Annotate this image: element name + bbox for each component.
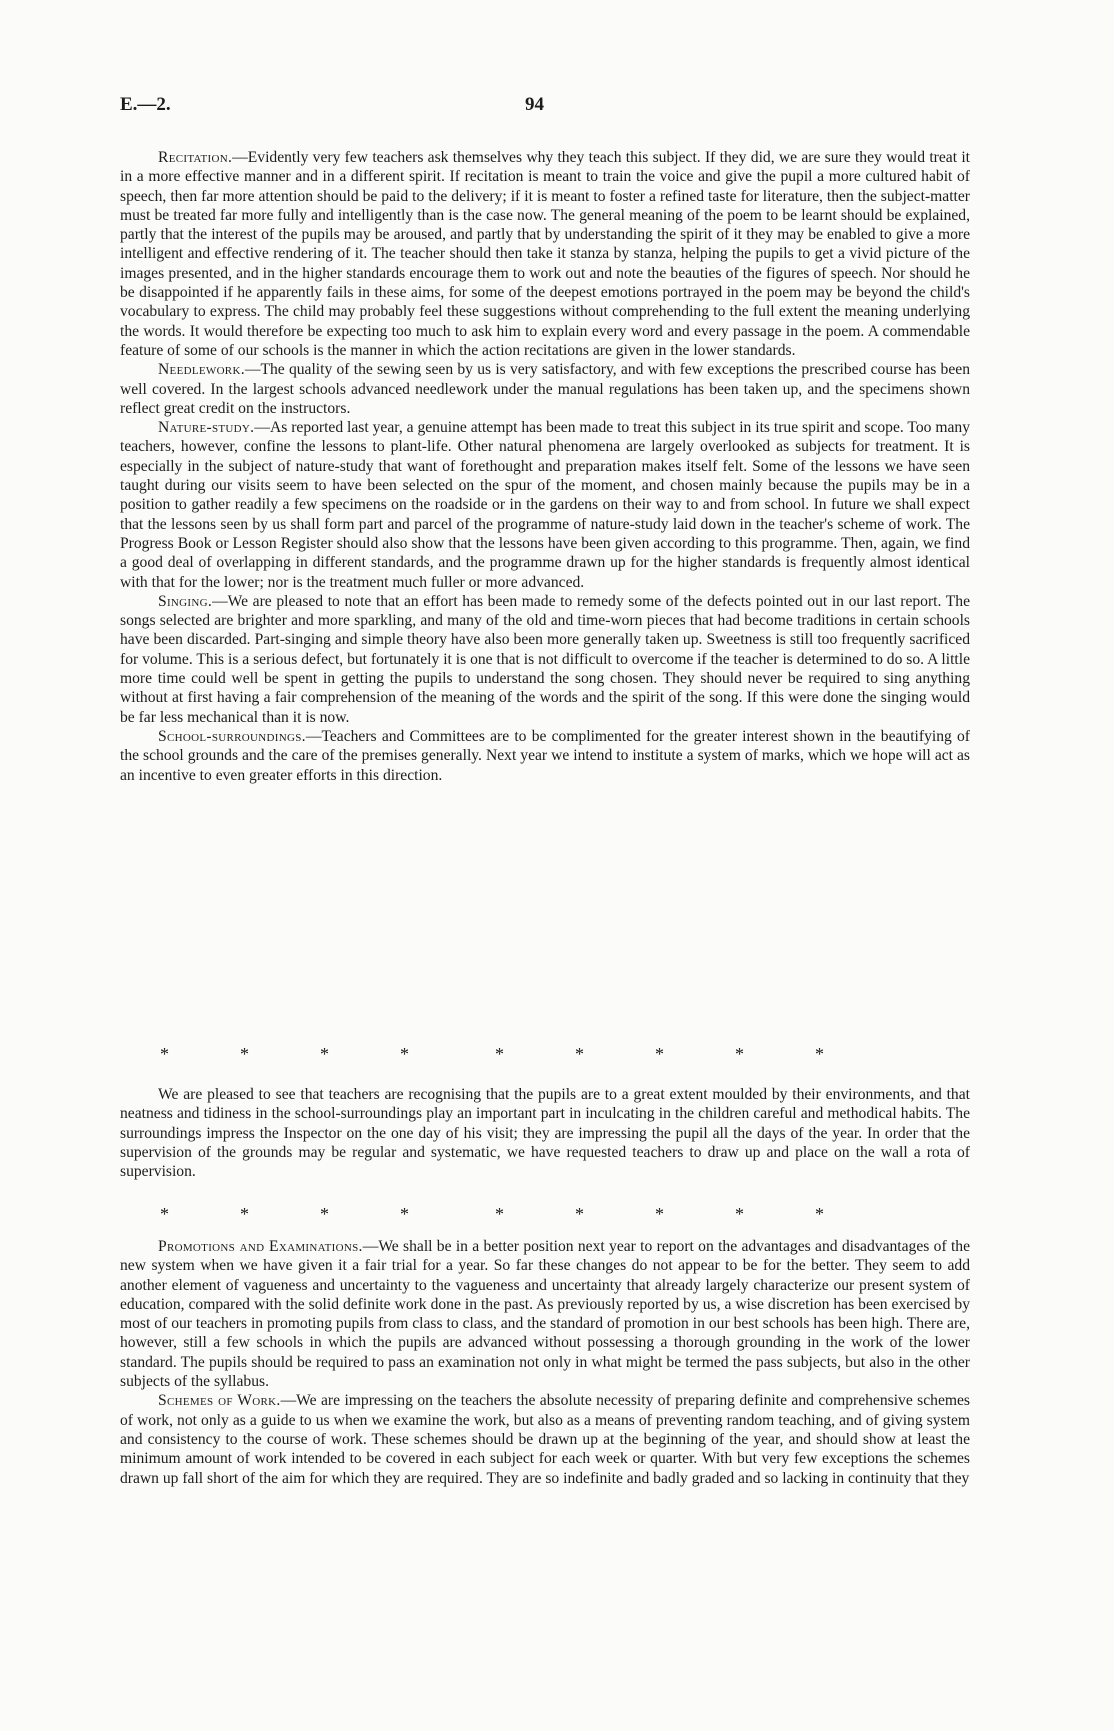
- asterisk: *: [240, 1204, 249, 1224]
- section-text: —We shall be in a better position next year to report on the advantages and disadvantages of the new system when we have given it a fair trial for a year. So far these changes do not appear to be for the better. They seem to add another element of vagueness and uncertainty to the vagueness and uncertainty that already largely characterize our present system of education, compared with the solid definite work done in the past. As previously reported by us, a wise discretion has been exercised by most of our teachers in promoting pupils from class to class, and the standard of promotion in our best schools has been high. There are, however, still a few schools in which the pupils are advanced without possessing a thorough grounding in the work of the lower standard. The pupils should be required to pass an examination not only in what might be termed the pass subjects, but also in the other subjects of the syllabus.: [120, 1238, 970, 1391]
- section-text: —Teachers and Committees are to be complimented for the greater interest shown in the beautifying of the school grounds and the care of the premises generally. Next year we intend to institute a system of marks, which we hope will act as an incentive to even greater efforts in this direction.: [120, 727, 970, 784]
- asterisk: *: [815, 1204, 824, 1224]
- page-header: [120, 94, 970, 120]
- middle-section: [120, 1085, 970, 1181]
- document-reference: E.—2.: [120, 94, 171, 115]
- section-heading: Needlework.: [158, 361, 245, 379]
- asterisk: *: [815, 1044, 824, 1064]
- section-heading: Schemes of Work.: [158, 1392, 281, 1410]
- asterisk: *: [735, 1044, 744, 1064]
- page-number: 94: [525, 94, 544, 115]
- asterisk: *: [320, 1204, 329, 1224]
- section-school-surroundings: [120, 727, 970, 785]
- section-nature-study: [120, 418, 970, 592]
- section-heading: Nature-study.: [158, 419, 255, 437]
- section-text: —We are pleased to note that an effort has been made to remedy some of the defects pointed out in our last report. The songs selected are brighter and more sparkling, and many of the old and time-worn pieces that had become traditions in certain schools have been discarded. Part-singing and simple theory have also been more generally taken up. Sweetness is still too frequently sacrificed for volume. This is a serious defect, but fortunately it is one that is not difficult to overcome if the teacher is determined to do so. A little more time could well be spent in getting the pupils to understand the song chosen. They should never be required to sing anything without at first having a fair comprehension of the meaning of the words and the spirit of the song. If this were done the singing would be far less mechanical than it is now.: [120, 592, 970, 726]
- section-heading: Recitation.: [158, 149, 233, 166]
- section-heading: Promotions and Examinations.: [158, 1238, 363, 1255]
- asterisk: *: [575, 1204, 584, 1224]
- asterisk: *: [495, 1204, 504, 1224]
- asterisk: *: [655, 1204, 664, 1224]
- asterisk: *: [575, 1044, 584, 1064]
- section-schemes-of-work: [120, 1391, 970, 1487]
- asterisk: *: [735, 1204, 744, 1224]
- section-text: —The quality of the sewing seen by us is very satisfactory, and with few exceptions the prescribed course has been well covered. In the largest schools advanced needlework under the manual regulations has been taken up, and the specimens shown reflect great credit on the instructors.: [120, 361, 970, 417]
- section-text: —Evidently very few teachers ask themselves why they teach this subject. If they did, we are sure they would treat it in a more effective manner and in a different spirit. If recitation is meant to train the voice and give the pupil a more cultured habit of speech, then far more attention should be paid to the delivery; if it is meant to foster a refined taste for literature, then the subject-matter must be treated far more fully and intelligently than is the case now. The general meaning of the poem to be learnt should be explained, partly that the interest of the pupils may be aroused, and partly that by understanding the spirit of it they may be enabled to give a more intelligent and effective rendering of it. The teacher should then take it stanza by stanza, helping the pupils to get a vivid picture of the images presented, and in the higher standards encourage them to work out and note the beauties of the figures of speech. Nor should he be disappointed if he apparently fails in these aims, for some of the deepest emotions portrayed in the poem may be beyond the child's vocabulary to express. The child may probably feel these suggestions without comprehending to the full extent the meaning underlying the words. It would therefore be expecting too much to ask him to explain every word and every passage in the poem. A commendable feature of some of our schools is the manner in which the action recitations are given in the lower standards.: [120, 149, 970, 359]
- section-singing: [120, 592, 970, 727]
- asterisk-separator: [120, 1204, 970, 1226]
- asterisk: *: [160, 1044, 169, 1064]
- asterisk: *: [320, 1044, 329, 1064]
- final-sections: [120, 1237, 970, 1488]
- section-recitation: [120, 148, 970, 360]
- asterisk: *: [160, 1204, 169, 1224]
- section-promotions-and-examinations: [120, 1237, 970, 1391]
- section-heading: Singing.: [158, 592, 213, 610]
- middle-paragraph: We are pleased to see that teachers are recognising that the pupils are to a great extent moulded by their environments, and that neatness and tidiness in the school-surroundings play an important part in inculcating in the children careful and methodical habits. The surroundings impress the Inspector on the one day of his visit; they are impressing the pupil all the days of the year. In order that the supervision of the grounds may be regular and systematic, we have requested teachers to draw up and place on the wall a rota of supervision.: [120, 1086, 970, 1181]
- asterisk: *: [655, 1044, 664, 1064]
- asterisk: *: [495, 1044, 504, 1064]
- section-text: —We are impressing on the teachers the absolute necessity of preparing definite and comprehensive schemes of work, not only as a guide to us when we examine the work, but also as a means of preventing random teaching, and of giving system and consistency to the course of work. These schemes should be drawn up at the beginning of the year, and should show at least the minimum amount of work intended to be covered in each subject for each week or quarter. With but very few exceptions the schemes drawn up fall short of the aim for which they are required. They are so indefinite and badly graded and so lacking in continuity that they: [120, 1392, 971, 1487]
- asterisk: *: [400, 1044, 409, 1064]
- section-heading: School-surroundings.: [158, 727, 306, 745]
- report-sections: [120, 148, 970, 785]
- asterisk: *: [400, 1204, 409, 1224]
- asterisk: *: [240, 1044, 249, 1064]
- section-needlework: [120, 360, 970, 418]
- asterisk-separator: [120, 1044, 970, 1066]
- section-text: —As reported last year, a genuine attempt has been made to treat this subject in its true spirit and scope. Too many teachers, however, confine the lessons to plant-life. Other natural phenomena are largely overlooked as subjects for treatment. It is especially in the subject of nature-study that want of forethought and preparation makes itself felt. Some of the lessons we have seen taught during our visits seem to have been selected on the spur of the moment, and chosen mainly because the pupils may be in a position to gather readily a few specimens on the roadside or in the gardens on their way to and from school. In future we shall expect that the lessons seen by us shall form part and parcel of the programme of nature-study laid down in the teacher's scheme of work. The Progress Book or Lesson Register should also show that the lessons have been given according to this programme. Then, again, we find a good deal of overlapping in different standards, and the programme drawn up for the higher standards is frequently almost identical with that for the lower; nor is the treatment much fuller or more advanced.: [120, 419, 970, 591]
